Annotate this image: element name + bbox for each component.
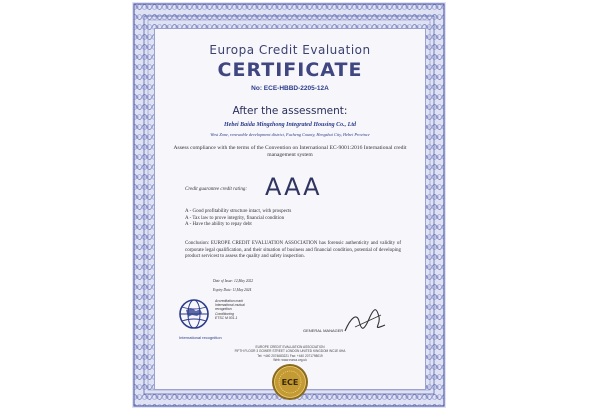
seal-text: ECE [281,378,299,387]
after-assessment-heading: After the assessment: [232,105,348,117]
international-recognition-label: International recognition [179,335,222,340]
certificate [132,2,446,408]
rating-label: Credit guarantee credit rating: [185,187,247,192]
criteria-item: A - Good profitability structure intact, with prospects [185,209,292,214]
date-of-issue: Date of Issue: 12,May 2022 [213,279,254,283]
credit-rating: AAA [265,173,322,201]
validity-dates [213,277,253,295]
globe-accreditation-icon [177,297,211,331]
association-footer: EUROPE CREDIT EVALUATION ASSOCIATION FIFTH FLOOR 3 GOWER STREET LONDON UNITED KINGDOM WC1E 6HA Tel: +440 2074683221 Fax: +440 2071798019 Web: www.eurca.org.uk [234,345,346,362]
certificate-number: No: ECE-HBBD-2205-12A [251,85,329,92]
company-address: West Zone, renewable development district, Fucheng County, Hengshui City, Hebei Province [210,132,370,137]
criteria-item: A - Tax law to prove integrity, financial condition [185,215,285,221]
criteria-item: A - Have the ability to repay debt [185,222,252,228]
certificate-body [154,28,426,390]
certificate-title: CERTIFICATE [217,59,363,81]
company-name: Hebei Baida Mingzhong Integrated Housing Co., Ltd [223,122,357,128]
expiry-date: Expiry Date: 11,May 2024 [213,288,252,292]
conclusion-paragraph: Conclusion: EUROPE CREDIT EVALUATION ASSOCIATION has forensic authenticity and validity of corporate legal qualification, and their situation of business and financial condition, potential of developing product servicest to assess the quality and safety inspection. [185,241,401,260]
signature-image [341,307,391,337]
rating-criteria-list [185,209,291,229]
accreditation-text: Accreditation mark International mutual recognition Conditioning ETSC M 001-1 [215,299,245,320]
assessment-statement: Assess compliance with the terms of the Convention on International EC-9001:2016 International credit management system [173,145,407,158]
general-manager-label: GENERAL MANAGER [303,328,344,333]
organization-name: Europa Credit Evaluation [209,43,371,57]
gold-seal-icon [271,363,309,401]
